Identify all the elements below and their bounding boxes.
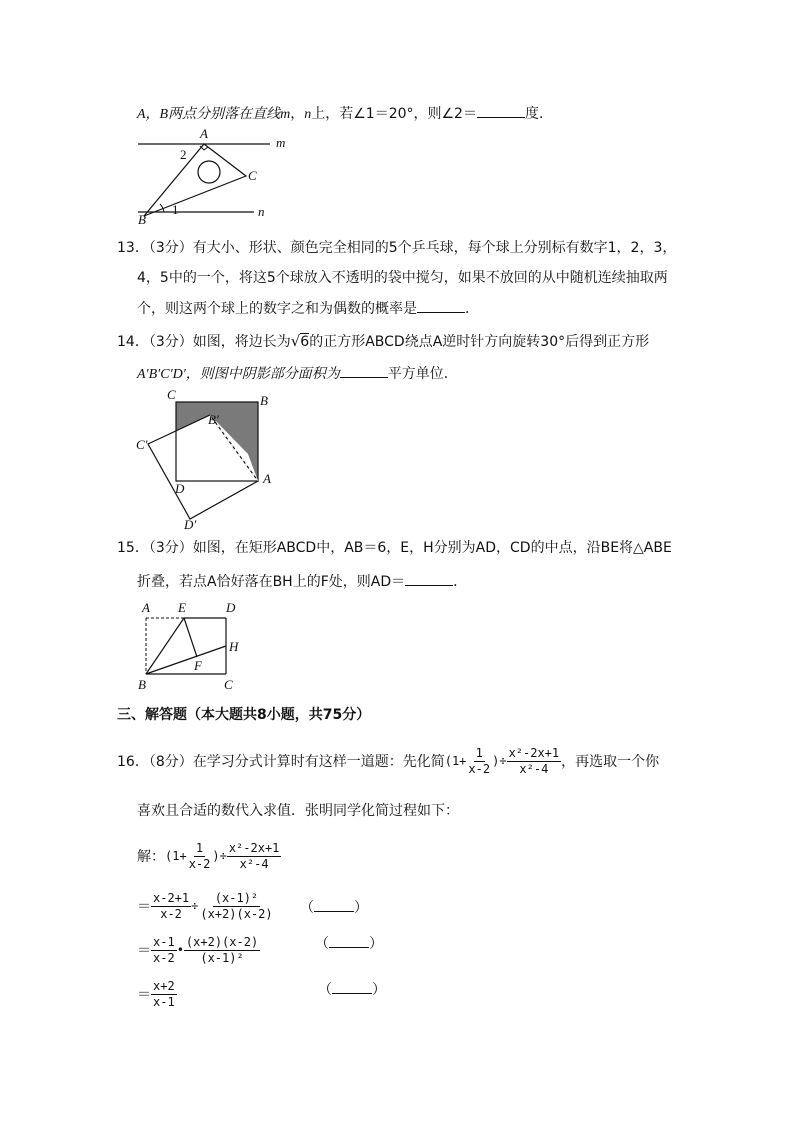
label-H: H	[229, 639, 239, 654]
q14-answer-blank[interactable]	[340, 363, 388, 378]
q16-step1: ＝ $\frac{x-2+1}{x-2}$ ÷ $\frac{\text{(x-1)²}}{(x+2)(x-2)}$	[137, 890, 273, 921]
label-B: B	[138, 212, 146, 226]
label-A: A	[263, 471, 271, 486]
q16-open-paren: (1+	[444, 754, 467, 768]
q13-line1-text: 13．（3分）有大小、形状、颜色完全相同的5个乒乓球，每个球上分别标有数字1，2，3，	[117, 240, 677, 256]
step2-reason-blank[interactable]	[329, 933, 369, 948]
triangle-hole	[198, 161, 220, 183]
q16-frac1: $\frac{1}{x-2}$	[468, 745, 491, 776]
q14-suffix: 的正方形ABCD绕点A逆时针方向旋转30°后得到正方形	[309, 334, 650, 350]
label-n: n	[258, 204, 265, 219]
step1-frac1: $\frac{x-2+1}{x-2}$	[153, 890, 190, 921]
q16-step2: ＝ $\frac{x-1}{x-2}$ • $\frac{(x+2)(x-2)}{\text{(x-1)²}}$	[137, 934, 259, 965]
label-B: B	[260, 393, 268, 408]
step3-frac: $\frac{x+2}{x-1}$	[153, 978, 175, 1009]
label-B: B	[138, 677, 146, 692]
label-F: F	[194, 658, 202, 673]
label-Bprime: B′	[208, 412, 219, 427]
step2-frac2: $\frac{(x+2)(x-2)}{\text{(x-1)²}}$	[185, 934, 259, 965]
q12-answer-blank[interactable]	[477, 103, 525, 118]
segment-BE	[146, 618, 184, 674]
q14-figure	[130, 386, 280, 534]
step1-frac2: $\frac{\text{(x-1)²}}{(x+2)(x-2)}$	[200, 890, 273, 921]
q16-line1	[117, 743, 659, 779]
q13-line2	[137, 268, 668, 288]
segment-BH	[146, 646, 226, 674]
q12-var-m: m	[280, 107, 291, 122]
label-A: A	[200, 126, 208, 141]
q16-prefix: 16．（8分）在学习分式计算时有这样一道题：先化简	[117, 754, 445, 770]
q16-solution: 解： (1+ $\frac{1}{x-2}$ )÷ $\frac{\text{x²-2x+1}}{\text{x²-4}}$	[137, 840, 280, 871]
q16-frac2: $\frac{\text{x²-2x+1}}{\text{x²-4}}$	[508, 745, 560, 776]
triangle	[144, 144, 246, 216]
q12-end: 度．	[524, 106, 553, 122]
q15-end: ．	[453, 574, 468, 590]
step2-reason: （ ）	[315, 933, 383, 954]
step3-reason-blank[interactable]	[332, 979, 372, 994]
label-C: C	[167, 387, 176, 402]
q13-answer-blank[interactable]	[417, 298, 465, 313]
section3-heading	[117, 705, 370, 725]
q12-comma: ，	[290, 106, 305, 122]
label-C: C	[248, 168, 257, 183]
q14-prefix: 14．（3分）如图，将边长为	[117, 334, 291, 350]
q13-line1	[117, 238, 676, 258]
solution-label: 解：	[137, 849, 165, 865]
q13-end: ．	[465, 301, 479, 317]
q16-line2-text: 喜欢且合适的数代入求值．张明同学化简过程如下：	[137, 803, 459, 819]
q14-line2-suffix: 平方单位．	[387, 366, 458, 382]
q14-line1	[117, 331, 649, 352]
q15-answer-blank[interactable]	[405, 571, 453, 586]
q15-line2-text: 折叠，若点A恰好落在BH上的F处，则AD＝	[137, 574, 406, 590]
step1-reason-blank[interactable]	[314, 897, 354, 912]
q12-var-n: n	[304, 107, 312, 122]
q15-line1	[117, 538, 672, 558]
q14-line2	[137, 363, 458, 385]
q12-text	[137, 103, 553, 125]
label-Cprime: C′	[136, 437, 148, 452]
q15-line1-text: 15．（3分）如图，在矩形ABCD中，AB＝6，E，H分别为AD，CD的中点，沿BE将△ABE	[117, 540, 672, 556]
q12-suffix: 上，若∠1＝20°，则∠2＝	[311, 106, 477, 122]
label-D: D	[226, 600, 236, 615]
label-angle1: 1	[172, 202, 179, 217]
q16-line2	[137, 801, 459, 821]
label-Dprime: D′	[184, 517, 197, 532]
sqrt-icon: √	[290, 332, 301, 350]
step3-reason: （ ）	[318, 979, 386, 1000]
q14-line2-prefix: A′B′C′D′，则图中阴影部分面积为	[137, 367, 340, 382]
step1-reason: （ ）	[300, 897, 368, 918]
label-angle2: 2	[180, 147, 187, 162]
q14-sqrt-value: 6	[300, 334, 310, 350]
label-E: E	[178, 600, 186, 615]
q13-line2-text: 4，5中的一个，将这5个球放入不透明的袋中搅匀，如果不放回的从中随机连续抽取两	[137, 270, 668, 286]
label-C: C	[224, 677, 233, 692]
label-m: m	[276, 135, 286, 150]
step2-frac1: $\frac{x-1}{x-2}$	[153, 934, 175, 965]
label-D: D	[175, 481, 185, 496]
section3-heading-text: 三、解答题（本大题共8小题，共75分）	[117, 707, 371, 723]
q15-line2	[137, 571, 467, 592]
q16-suffix: ，再选取一个你	[561, 754, 660, 770]
q16-close-div: )÷	[492, 754, 507, 768]
q12-figure	[130, 124, 290, 226]
segment-EF	[184, 618, 197, 657]
q16-step3: ＝ $\frac{x+2}{x-1}$	[137, 978, 175, 1009]
q15-figure	[130, 598, 260, 693]
q12-prefix: A，B两点分别落在直线	[137, 107, 281, 122]
q13-line3-text: 个，则这两个球上的数字之和为偶数的概率是	[137, 301, 417, 317]
q13-line3	[137, 298, 479, 319]
label-A: A	[142, 600, 150, 615]
